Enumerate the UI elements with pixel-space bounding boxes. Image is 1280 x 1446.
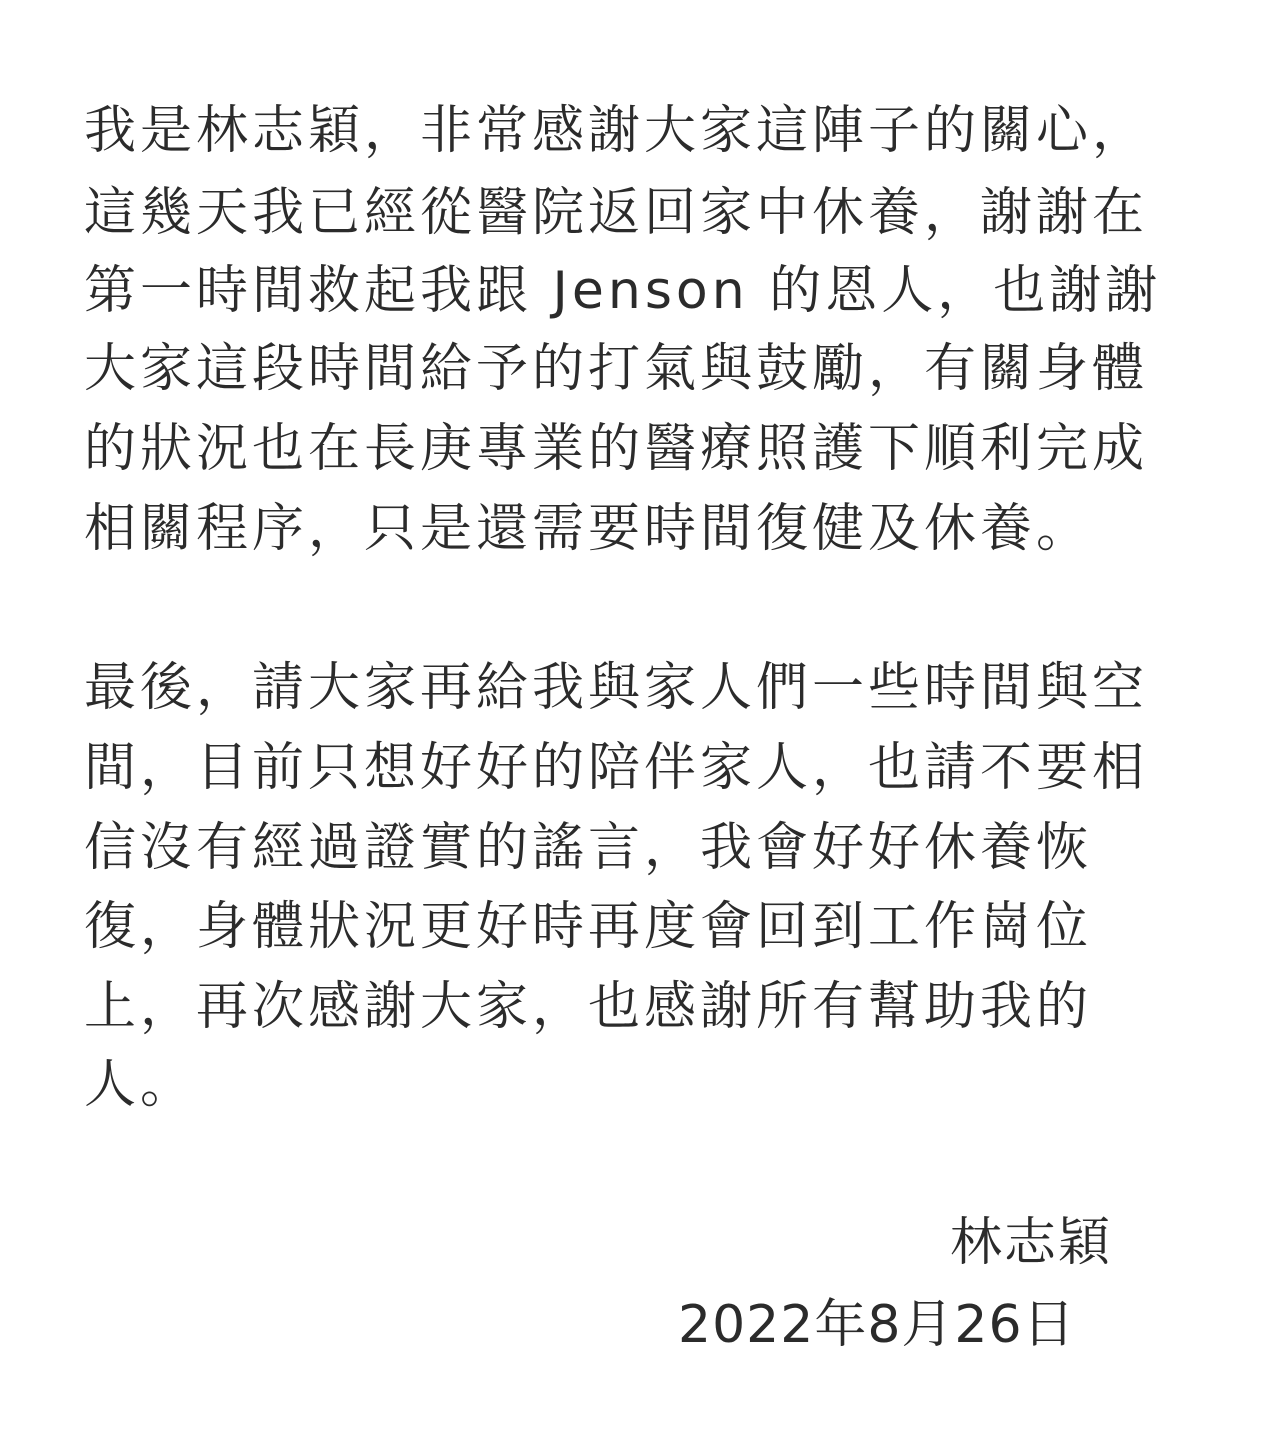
paragraph-line: 信沒有經過證實的謠言，我會好好休養恢 <box>84 818 1093 878</box>
paragraph-line: 最後，請大家再給我與家人們一些時間與空 <box>84 658 1149 718</box>
paragraph-line: 間，目前只想好好的陪伴家人，也請不要相 <box>84 738 1149 798</box>
paragraph-line: 復，身體狀況更好時再度會回到工作崗位 <box>84 897 1093 957</box>
statement-document <box>84 0 1194 1446</box>
paragraph-line: 人。 <box>84 1055 197 1115</box>
paragraph-line: 大家這段時間給予的打氣與鼓勵，有關身體 <box>84 339 1149 399</box>
paragraph-line: 上，再次感謝大家，也感謝所有幫助我的 <box>84 977 1093 1037</box>
paragraph-line: 的狀況也在長庚專業的醫療照護下順利完成 <box>84 419 1149 479</box>
paragraph-line: 第一時間救起我跟 Jenson 的恩人，也謝謝 <box>84 261 1162 321</box>
paragraph-line: 相關程序，只是還需要時間復健及休養。 <box>84 499 1093 559</box>
signature-name: 林志穎 <box>950 1213 1113 1273</box>
paragraph-line: 我是林志穎，非常感謝大家這陣子的關心， <box>84 101 1149 161</box>
paragraph-line: 這幾天我已經從醫院返回家中休養，謝謝在 <box>84 183 1149 243</box>
signature-date: 2022年8月26日 <box>678 1295 1076 1355</box>
